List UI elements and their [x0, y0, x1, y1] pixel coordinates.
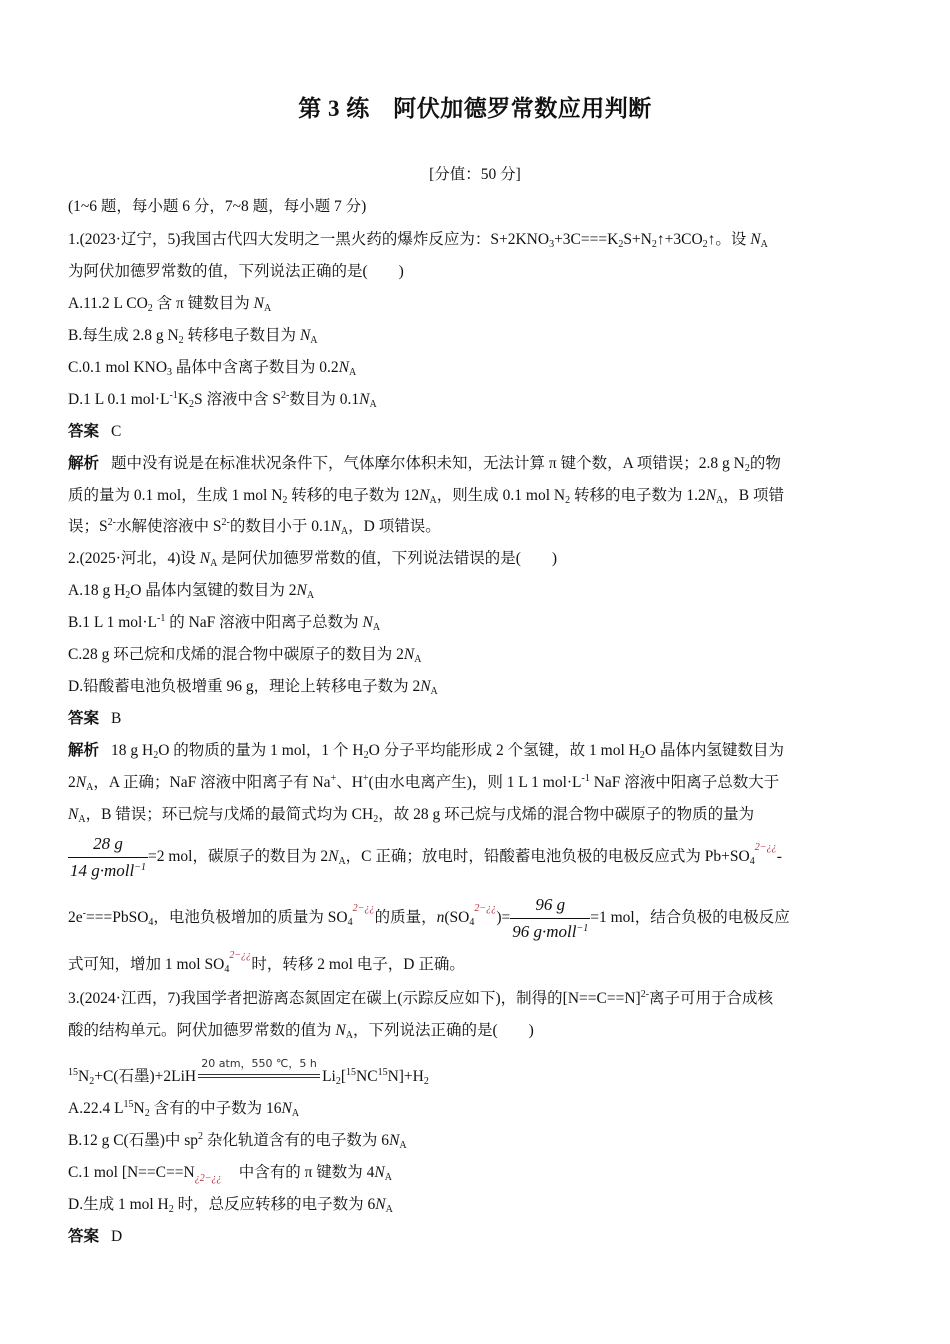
q2-option-a: A.18 g $H_2O$ 晶体内氢键的数目为 $2N_A$: [68, 582, 315, 601]
q2-explanation-line6: 式可知，增加 1 mol $SO_4$ 2−¿¿ 时，转移 2 mol 电子，D 正确。: [68, 950, 465, 975]
q3-option-b: B.12 g C(石墨)中 $sp^2$ 杂化轨道含有的电子数为 $6N_A$: [68, 1131, 407, 1151]
q3-reaction-equation: $^{15}N_2+C$(石墨)+2LiH 20 atm，550 ℃，5 h $Li_2[^{15}NC^{15}N]+H_2$: [68, 1057, 429, 1087]
q1-option-c: C.0.1 mol $KNO_3$ 晶体中含离子数目为 $0.2N_A$: [68, 359, 357, 378]
q1-explanation-line3: 误；$S^{2-}$水解使溶液中 $S^{2-}$的数目小于 $0.1N_A$，D 项错误。: [68, 517, 441, 537]
q1-option-d: D.1 L 0.1 $mol\cdot L^{-1}K_2S$ 溶液中含 $S^{2-}$数目为 $0.1N_A$: [68, 390, 377, 410]
q2-stem: 2.(2025·河北，4)设 $N_A$ 是阿伏加德罗常数的值，下列说法错误的是( ): [68, 550, 558, 569]
fraction-96g-over-96g: $\frac{96 g}{96 g\cdot moll^{-1}}$: [512, 895, 589, 941]
fraction-28g-over-14g: $\frac{28 g}{14 g\cdot moll^{-1}}$: [70, 834, 146, 880]
q3-stem-line1: 3.(2024·江西，7)我国学者把游离态氮固定在碳上(示踪反应如下)，制得的[N==C==N]$^{2-}$离子可用于合成核: [68, 989, 774, 1007]
q2-answer: 答案 B: [68, 710, 122, 727]
q1-answer: 答案 C: [68, 423, 122, 440]
q2-explanation-line1: 解析 18 g $H_2O$ 的物质的量为 1 mol，1 个 $H_2O$ 分子平均能形成 2 个氢键，故 1 mol $H_2O$ 晶体内氢键数目为: [68, 742, 784, 761]
q3-stem-line2: 酸的结构单元。阿伏加德罗常数的值为 $N_A$，下列说法正确的是( ): [68, 1022, 534, 1041]
q3-option-c: C.1 mol [N==C==N ¿2−¿¿ 中含有的 π 键数为 $4N_A$: [68, 1164, 392, 1184]
q2-explanation-line2: $2N_A$，A 正确；NaF 溶液中阳离子有 Na+、H+(由水电离产生)，则 1 L 1 $mol\cdot L^{-1}$ NaF 溶液中阳离子总数大于: [68, 773, 780, 793]
q2-option-b: B.1 L 1 $mol\cdot L^{-1}$ 的 NaF 溶液中阳离子总数为 $N_A$: [68, 613, 381, 633]
reaction-condition-arrow: 20 atm，550 ℃，5 h: [198, 1072, 320, 1082]
score-line: [分值：50 分]: [429, 166, 521, 183]
q1-explanation-line2: 质的量为 0.1 mol，生成 1 mol $N_2$ 转移的电子数为 $12N_A$，则生成 0.1 mol $N_2$ 转移的电子数为 $1.2N_A$，B 项错: [68, 487, 785, 506]
q1-option-a: A.11.2 L $CO_2$ 含 π 键数目为 $N_A$: [68, 295, 272, 314]
scoring-note: (1~6 题，每小题 6 分，7~8 题，每小题 7 分): [68, 198, 367, 215]
q3-answer: 答案 D: [68, 1228, 123, 1245]
q2-option-c: C.28 g 环己烷和戊烯的混合物中碳原子的数目为 $2N_A$: [68, 646, 422, 665]
q1-stem-line1: 1.(2023·辽宁，5)我国古代四大发明之一黑火药的爆炸反应为：$S+2KNO_3+3C===K_2S+N_2↑+3CO_2↑$。设 $N_A$: [68, 231, 768, 250]
page-title: 第 3 练 阿伏加德罗常数应用判断: [298, 96, 652, 121]
q1-explanation-line1: 解析 题中没有说是在标准状况条件下，气体摩尔体积未知，无法计算 π 键个数，A 项错误；2.8 g $N_2$的物: [68, 455, 781, 474]
q3-option-d: D.生成 1 mol $H_2$ 时，总反应转移的电子数为 $6N_A$: [68, 1196, 393, 1215]
q1-option-b: B.每生成 2.8 g $N_2$ 转移电子数目为 $N_A$: [68, 327, 318, 346]
q2-explanation-line3: $N_A$，B 错误；环已烷与戊烯的最简式均为 $CH_2$，故 28 g 环己烷与戊烯的混合物中碳原子的物质的量为: [68, 806, 755, 825]
q2-option-d: D.铅酸蓄电池负极增重 96 g，理论上转移电子数为 $2N_A$: [68, 678, 438, 697]
q3-option-a: A.22.4 $L^{15}N_2$ 含有的中子数为 $16N_A$: [68, 1099, 300, 1119]
q2-explanation-line4: $\frac{28 g}{14 g\cdot moll^{-1}}$ =2 mol，碳原子的数目为 $2N_A$，C 正确；放电时，铅酸蓄电池负极的电极反应式为 $Pb+SO_4$ 2−¿¿ -: [70, 834, 782, 880]
q1-stem-line2: 为阿伏加德罗常数的值，下列说法正确的是( ): [68, 263, 404, 280]
q2-explanation-line5: 2e-===PbSO$_4$，电池负极增加的质量为 $SO_4$ 2−¿¿ 的质量，$n(SO_4$ 2−¿¿ )= $\frac{96 g}{96 g\cdot moll^{-1}}$ =1 mol，结合负极的电极反应: [68, 895, 790, 941]
